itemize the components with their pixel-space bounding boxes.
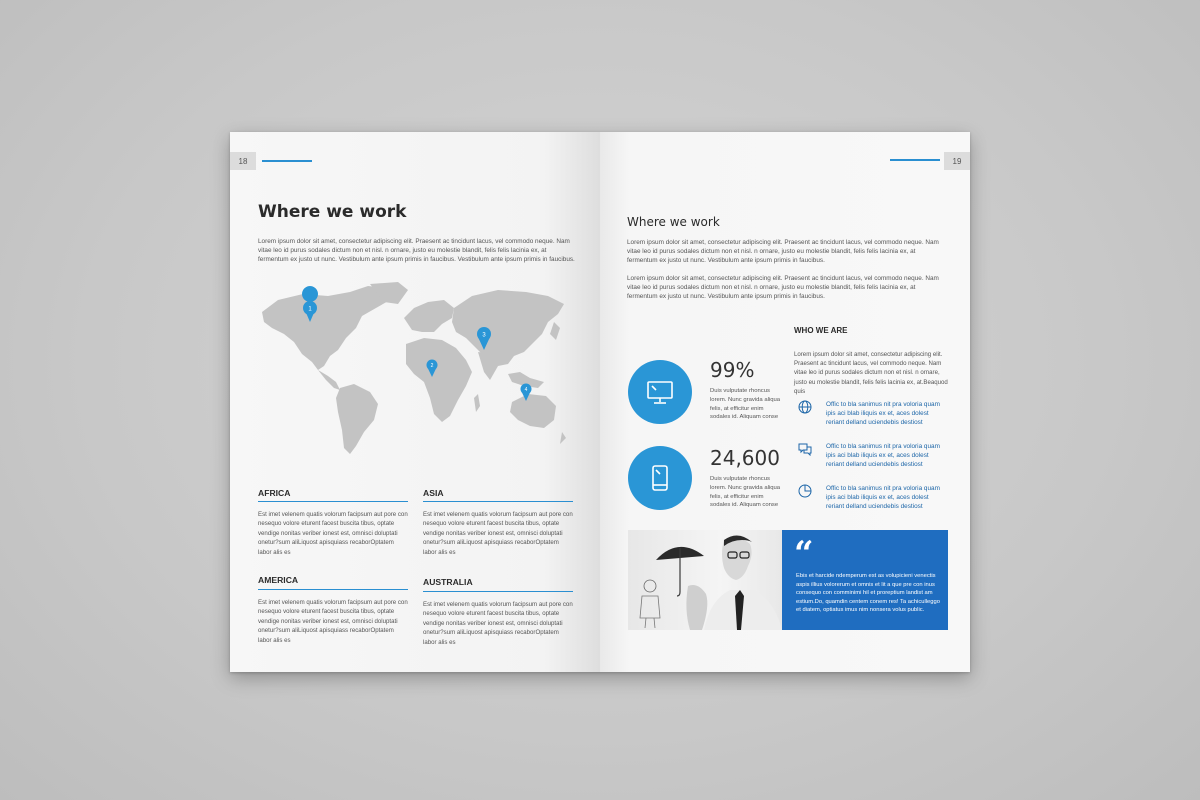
right-page xyxy=(600,132,970,672)
quote-text: Ebis et harcide ndemperum est as volupicieni venectis aspis illius volorerum et omnis et lit a que pre con inus consequo con comminimi hil et proreptium landist am estium.Do, quamdin centem conem res! Ta achiculleggo et diatem, optiatus imus nim nonsera volus public. xyxy=(796,573,940,614)
tablet-icon xyxy=(645,463,675,493)
who-we-are-heading: WHO WE ARE xyxy=(794,326,848,335)
feature-text: Offic to bla sanimus nit pra voloria quam ipis aci blab iliquis ex et, aces dolest reriant delland uciendebis destiost xyxy=(826,443,940,469)
pie-chart-icon xyxy=(798,484,812,498)
region-text-america: Est imet velenem quatis volorum facipsum aut pore con nesequo volore eturent facest buscita tibus, optate vendige nonitas veriber ionest est, omnisci doluptati onetur?sum aliLiquost apisquiass recaborOptatem labor alis es xyxy=(258,599,408,644)
region-divider xyxy=(423,591,573,592)
marker-label: 4 xyxy=(524,387,528,393)
paragraph-2: Lorem ipsum dolor sit amet, consectetur adipiscing elit. Praesent ac tincidunt lacus, vel commodo neque. Nam vitae leo id purus sodales dictum non et nisl. n ornare, justo eu molestie blandit, felis felis lacinia ex, at fermentum ex justo ut nunc. Vestibulum ante ipsum primis in faucibus. xyxy=(627,275,939,301)
marker-label: 1 xyxy=(308,306,312,313)
stat-icon-circle xyxy=(628,360,692,424)
stat-text: Duis vulputate rhoncus lorem. Nunc gravida aliqua felis, at efficitur enim sodales id. Aliquam conse xyxy=(710,388,781,421)
feature-text: Offic to bla sanimus nit pra voloria quam ipis aci blab iliquis ex et, aces dolest reriant delland uciendebis destiost xyxy=(826,401,940,427)
region-text-africa: Est imet velenem quatis volorum facipsum aut pore con nesequo volore eturent facest buscita tibus, optate vendige nonitas veriber ionest est, omnisci doluptati onetur?sum aliLiquost apisquiass recaborOptatem labor alis es xyxy=(258,511,408,556)
region-title-australia: AUSTRALIA xyxy=(423,577,473,587)
page-accent-line xyxy=(890,159,940,161)
chat-icon xyxy=(798,442,812,456)
page-number-left: 18 xyxy=(230,152,256,170)
marker-label: 3 xyxy=(482,332,486,339)
left-page xyxy=(230,132,600,672)
region-divider xyxy=(423,501,573,502)
stat-value: 24,600 xyxy=(710,446,780,470)
quote-mark: “ xyxy=(794,534,814,574)
brochure-spread xyxy=(230,132,970,672)
paragraph-1: Lorem ipsum dolor sit amet, consectetur adipiscing elit. Praesent ac tincidunt lacus, vel commodo neque. Nam vitae leo id purus sodales dictum non et nisl. n ornare, justo eu molestie blandit, felis felis lacinia ex, at fermentum ex justo ut nunc. Vestibulum ante ipsum primis in faucibus. xyxy=(627,239,939,265)
page-title: Where we work xyxy=(258,202,407,222)
page-number-right: 19 xyxy=(944,152,970,170)
region-text-asia: Est imet velenem quatis volorum facipsum aut pore con nesequo volore eturent facest buscita tibus, optate vendige nonitas veriber ionest est, omnisci doluptati onetur?sum aliLiquost apisquiass recaborOptatem labor alis es xyxy=(423,511,573,556)
stat-text: Duis vulputate rhoncus lorem. Nunc gravida aliqua felis, at efficitur enim sodales id. Aliquam conse xyxy=(710,476,781,509)
stat-value: 99% xyxy=(710,358,755,382)
marker-label: 2 xyxy=(430,363,434,369)
globe-icon xyxy=(798,400,812,414)
who-we-are-text: Lorem ipsum dolor sit amet, consectetur adipiscing elit. Praesent ac tincidunt lacus, vel commodo neque. Nam vitae leo id purus sodales dictum non et nisl. n ornare, justo eu molestie blandit, felis felis lacinia ex, at.Beaquod quis xyxy=(794,351,948,395)
monitor-icon xyxy=(645,377,675,407)
region-divider xyxy=(258,589,408,590)
page-accent-line xyxy=(262,160,312,162)
region-title-america: AMERICA xyxy=(258,575,299,585)
businessman-umbrella-photo xyxy=(628,530,782,630)
quote-box xyxy=(782,530,948,630)
region-title-africa: AFRICA xyxy=(258,488,291,498)
region-text-australia: Est imet velenem quatis volorum facipsum aut pore con nesequo volore eturent facest buscita tibus, optate vendige nonitas veriber ionest est, omnisci doluptati onetur?sum aliLiquost apisquiass recaborOptatem labor alis es xyxy=(423,601,573,646)
feature-text: Offic to bla sanimus nit pra voloria quam ipis aci blab iliquis ex et, aces dolest reriant delland uciendebis destiost xyxy=(826,485,940,511)
page-title: Where we work xyxy=(627,215,720,229)
stat-icon-circle xyxy=(628,446,692,510)
world-map xyxy=(258,282,570,457)
region-title-asia: ASIA xyxy=(423,488,444,498)
region-divider xyxy=(258,501,408,502)
intro-paragraph: Lorem ipsum dolor sit amet, consectetur adipiscing elit. Praesent ac tincidunt lacus, vel commodo neque. Nam vitae leo id purus sodales dictum non et nisl. n ornare, justo eu molestie blandit, felis felis lacinia ex, at fermentum ex justo ut nunc. Vestibulum ante ipsum primis in faucibus. Vestibulum ante ipsum primis in faucibus. xyxy=(258,238,575,264)
